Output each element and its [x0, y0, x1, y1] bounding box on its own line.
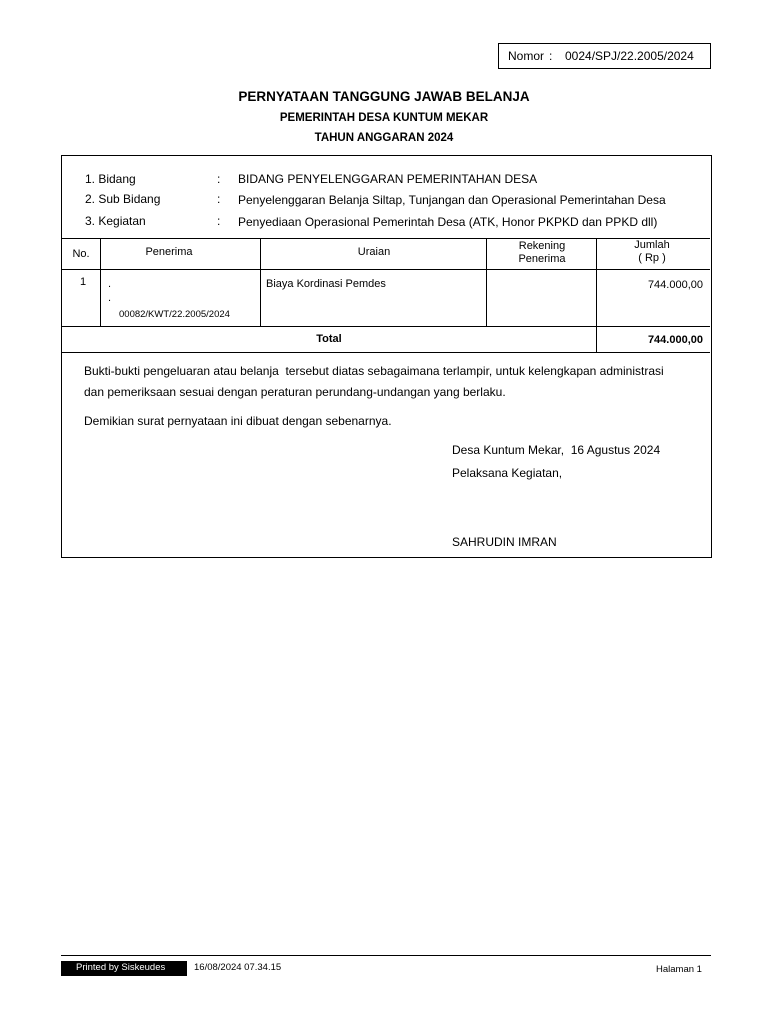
printed-timestamp: 16/08/2024 07.34.15 [194, 962, 282, 973]
header-rekening-line2: Penerima [518, 253, 566, 265]
header-penerima: Penerima [145, 246, 193, 258]
printed-by-badge: Printed by Siskeudes [61, 961, 187, 976]
header-jumlah-line2: ( Rp ) [638, 252, 666, 264]
nomor-value: 0024/SPJ/22.2005/2024 [565, 49, 694, 63]
document-title: PERNYATAAN TANGGUNG JAWAB BELANJA [238, 89, 530, 104]
footer-divider [61, 955, 711, 956]
info-value-kegiatan: Penyediaan Operasional Pemerintah Desa (ATK, Honor PKPKD dan PPKD dll) [238, 215, 658, 229]
nomor-box [498, 43, 711, 69]
signer-name: SAHRUDIN IMRAN [452, 535, 557, 549]
table-row-border [62, 326, 710, 327]
nomor-label: Nomor [508, 49, 545, 63]
main-frame [61, 155, 712, 558]
page-number: Halaman 1 [656, 964, 702, 975]
row-penerima-ref: 00082/KWT/22.2005/2024 [119, 309, 230, 320]
info-label-kegiatan: 3. Kegiatan [85, 214, 146, 228]
closing-statement: Demikian surat pernyataan ini dibuat dengan sebenarnya. [84, 414, 392, 428]
table-header-border [62, 269, 710, 270]
header-uraian: Uraian [357, 246, 391, 258]
statement-line1: Bukti-bukti pengeluaran atau belanja tersebut diatas sebagaimana terlampir, untuk kelengkapan administrasi [84, 364, 664, 378]
total-label: Total [316, 333, 342, 345]
place-date: Desa Kuntum Mekar, 16 Agustus 2024 [452, 443, 661, 457]
info-value-sub-bidang: Penyelenggaran Belanja Siltap, Tunjangan dan Operasional Pemerintahan Desa [238, 193, 666, 207]
document-year: TAHUN ANGGARAN 2024 [314, 132, 454, 144]
nomor-colon: : [549, 49, 553, 63]
row-no: 1 [80, 276, 87, 288]
header-rekening-line1: Rekening [518, 240, 566, 252]
info-colon-bidang: : [217, 172, 221, 186]
row-jumlah: 744.000,00 [647, 279, 703, 291]
info-label-sub-bidang: 2. Sub Bidang [85, 192, 161, 206]
info-colon-kegiatan: : [217, 214, 221, 228]
info-value-bidang: BIDANG PENYELENGGARAN PEMERINTAHAN DESA [238, 172, 538, 186]
table-total-border [62, 352, 710, 353]
row-penerima-dot1: . [108, 278, 112, 290]
header-no: No. [72, 248, 90, 260]
info-label-bidang: 1. Bidang [85, 172, 136, 186]
document-subtitle: PEMERINTAH DESA KUNTUM MEKAR [279, 112, 489, 124]
statement-line2: dan pemeriksaan sesuai dengan peraturan perundang-undangan yang berlaku. [84, 385, 506, 399]
signer-role: Pelaksana Kegiatan, [452, 466, 563, 480]
row-penerima-dot2: . [108, 292, 112, 304]
row-uraian: Biaya Kordinasi Pemdes [266, 278, 386, 290]
header-jumlah-line1: Jumlah [634, 239, 670, 251]
info-colon-sub-bidang: : [217, 192, 221, 206]
total-value: 744.000,00 [647, 334, 703, 346]
